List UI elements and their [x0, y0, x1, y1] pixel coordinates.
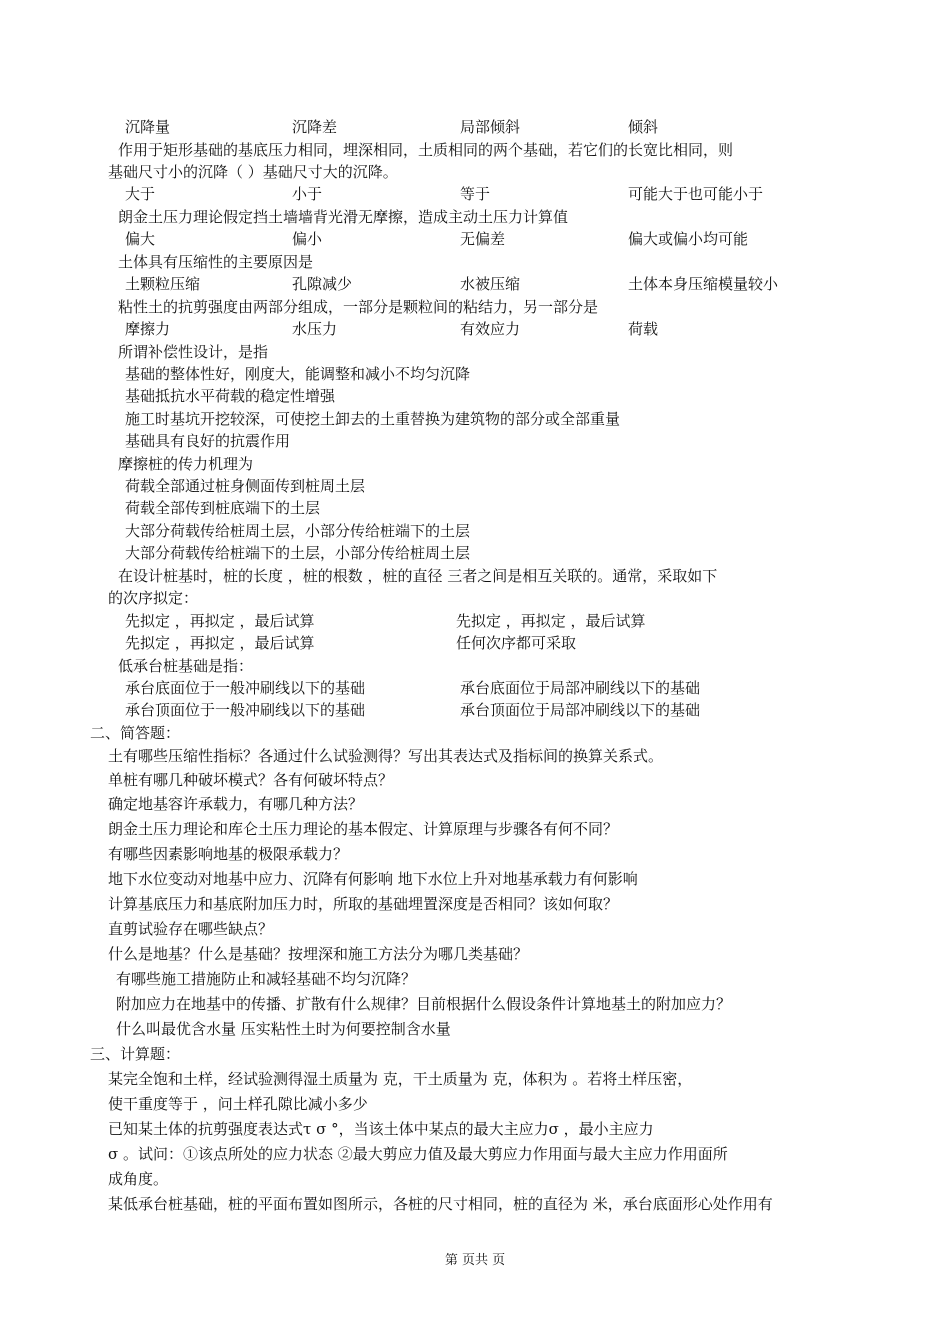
option-b: 水压力	[292, 320, 338, 338]
calc-problem-2-line-3: 成角度。	[108, 1170, 169, 1188]
option-b: 偏小	[292, 230, 323, 248]
option-c: 水被压缩	[460, 275, 521, 293]
list-item: 地下水位变动对地基中应力、沉降有何影响 地下水位上升对地基承载力有何影响	[108, 870, 638, 888]
option-d: 可能大于也可能小于	[628, 185, 764, 203]
list-item: 朗金土压力理论和库仑土压力理论的基本假定、计算原理与步骤各有何不同？	[108, 820, 619, 838]
option-b: 先拟定 ，再拟定 ，最后试算	[456, 612, 646, 630]
list-item: 有哪些因素影响地基的极限承载力？	[108, 845, 349, 863]
option-d: 承台顶面位于局部冲刷线以下的基础	[460, 701, 701, 719]
option-b: 小于	[292, 185, 323, 203]
option-b: 孔隙减少	[292, 275, 353, 293]
q-friction-pile-stem: 摩擦桩的传力机理为	[118, 455, 254, 473]
q-rect-stem-1: 作用于矩形基础的基底压力相同，埋深相同，土质相同的两个基础，若它们的长宽比相同，则	[118, 141, 734, 159]
option-c: 局部倾斜	[460, 118, 521, 136]
option-c: 施工时基坑开挖较深，可使挖土卸去的土重替换为建筑物的部分或全部重量	[125, 410, 621, 428]
option-a: 摩擦力	[125, 320, 171, 338]
option-b: 承台底面位于局部冲刷线以下的基础	[460, 679, 701, 697]
q-shear-stem: 粘性土的抗剪强度由两部分组成，一部分是颗粒间的粘结力，另一部分是	[118, 298, 599, 316]
option-c: 先拟定 ，再拟定 ，最后试算	[125, 634, 315, 652]
option-d: 土体本身压缩模量较小	[628, 275, 779, 293]
calc-problem-2-line-1: 已知某土体的抗剪强度表达式τ σ °，当该土体中某点的最大主应力σ ，最小主应力	[108, 1120, 654, 1138]
q-rect-stem-2: 基础尺寸小的沉降（ ）基础尺寸大的沉降。	[108, 163, 398, 181]
list-item: 有哪些施工措施防止和减轻基础不均匀沉降？	[116, 970, 417, 988]
list-item: 附加应力在地基中的传播、扩散有什么规律？目前根据什么假设条件计算地基土的附加应力？	[116, 995, 732, 1013]
option-b: 沉降差	[292, 118, 338, 136]
list-item: 什么是地基？什么是基础？按埋深和施工方法分为哪几类基础？	[108, 945, 529, 963]
list-item: 直剪试验存在哪些缺点？	[108, 920, 274, 938]
option-d: 荷载	[628, 320, 659, 338]
option-d: 大部分荷载传给桩端下的土层，小部分传给桩周土层	[125, 544, 471, 562]
q-comp-design-stem: 所谓补偿性设计，是指	[118, 343, 269, 361]
option-c: 承台顶面位于一般冲刷线以下的基础	[125, 701, 366, 719]
calc-problem-3-line-1: 某低承台桩基础，桩的平面布置如图所示，各桩的尺寸相同，桩的直径为 米，承台底面形心处作用有	[108, 1195, 773, 1213]
page-number: 第 页共 页	[444, 1253, 506, 1268]
calc-problem-1-line-2: 使干重度等于 ，问土样孔隙比减小多少	[108, 1095, 368, 1113]
calc-problem-1-line-1: 某完全饱和土样，经试验测得湿土质量为 克，干土质量为 克，体积为 。若将土样压密，	[108, 1070, 693, 1088]
calc-problem-2-line-2: σ 。试问：①该点所处的应力状态 ②最大剪应力值及最大剪应力作用面与最大主应力作用面所	[108, 1145, 728, 1163]
list-item: 确定地基容许承载力，有哪几种方法？	[108, 795, 364, 813]
option-a: 承台底面位于一般冲刷线以下的基础	[125, 679, 366, 697]
list-item: 计算基底压力和基底附加压力时，所取的基础埋置深度是否相同？该如何取？	[108, 895, 619, 913]
q-compress-stem: 土体具有压缩性的主要原因是	[118, 253, 314, 271]
option-d: 基础具有良好的抗震作用	[125, 432, 291, 450]
option-a: 偏大	[125, 230, 156, 248]
option-d: 偏大或偏小均可能	[628, 230, 749, 248]
list-item: 单桩有哪几种破坏模式？各有何破坏特点？	[108, 771, 394, 789]
option-a: 荷载全部通过桩身侧面传到桩周土层	[125, 477, 366, 495]
option-c: 有效应力	[460, 320, 521, 338]
option-b: 基础抵抗水平荷载的稳定性增强	[125, 387, 336, 405]
section-heading: 二、简答题：	[90, 724, 181, 742]
q-pile-design-stem-2: 的次序拟定：	[108, 589, 199, 607]
q-low-cap-stem: 低承台桩基础是指：	[118, 657, 254, 675]
option-a: 土颗粒压缩	[125, 275, 201, 293]
q-pile-design-stem-1: 在设计桩基时，桩的长度 ，桩的根数 ，桩的直径 三者之间是相互关联的。通常，采取如下	[118, 567, 718, 585]
option-a: 基础的整体性好，刚度大，能调整和减小不均匀沉降	[125, 365, 471, 383]
option-a: 先拟定 ，再拟定 ，最后试算	[125, 612, 315, 630]
option-b: 荷载全部传到桩底端下的土层	[125, 499, 321, 517]
option-c: 大部分荷载传给桩周土层，小部分传给桩端下的土层	[125, 522, 471, 540]
q-rankine-stem: 朗金土压力理论假定挡土墙墙背光滑无摩擦，造成主动土压力计算值	[118, 208, 569, 226]
option-d: 倾斜	[628, 118, 659, 136]
option-a: 沉降量	[125, 118, 171, 136]
option-d: 任何次序都可采取	[456, 634, 577, 652]
option-a: 大于	[125, 185, 156, 203]
option-c: 等于	[460, 185, 491, 203]
option-c: 无偏差	[460, 230, 506, 248]
section-heading: 三、计算题：	[90, 1045, 181, 1063]
list-item: 土有哪些压缩性指标？各通过什么试验测得？写出其表达式及指标间的换算关系式。	[108, 747, 664, 765]
list-item: 什么叫最优含水量 压实粘性土时为何要控制含水量	[116, 1020, 451, 1038]
